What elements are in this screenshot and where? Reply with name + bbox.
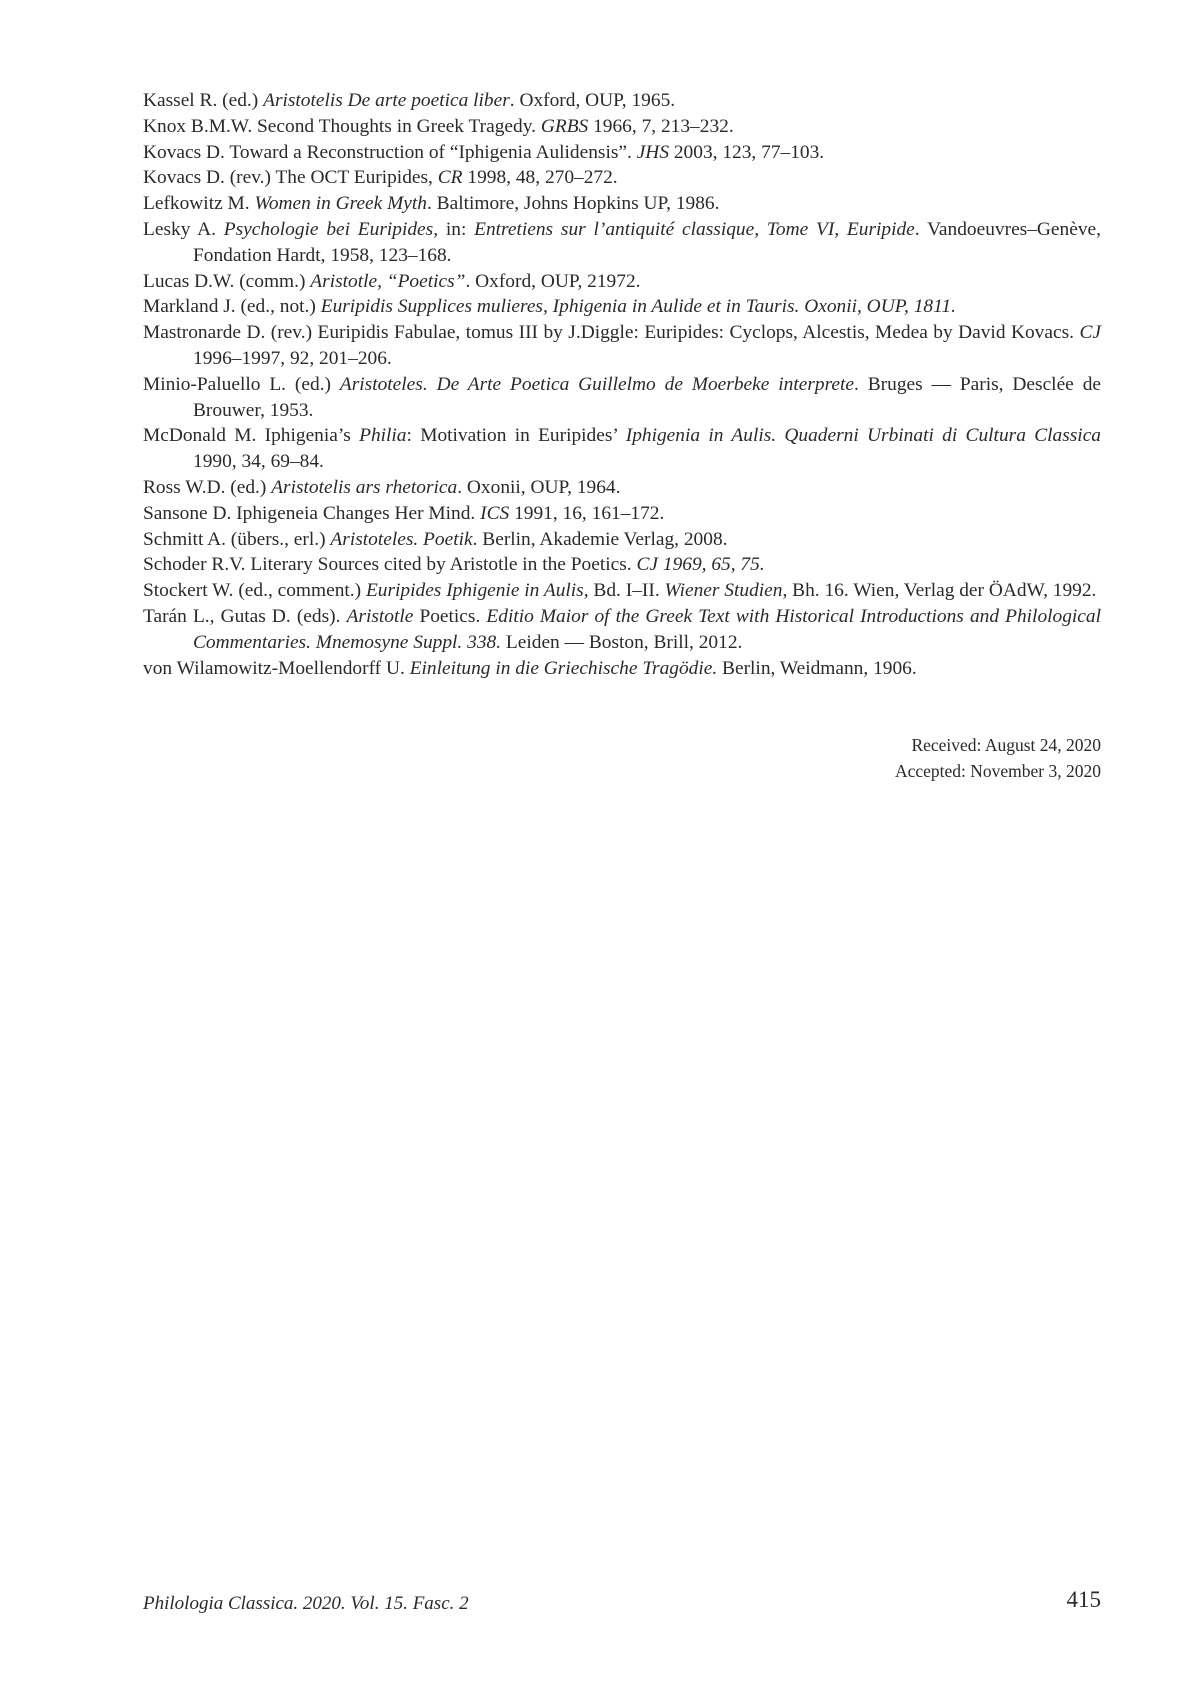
reference-text-segment: Poetics. bbox=[413, 605, 487, 627]
reference-text-segment: . Berlin, Akademie Verlag, 2008. bbox=[472, 528, 728, 550]
reference-text-segment: , Bd. I–II. bbox=[583, 580, 665, 602]
reference-text-segment: Lucas D.W. (comm.) bbox=[143, 270, 311, 292]
reference-italic-segment: Philia bbox=[359, 425, 407, 447]
reference-italic-segment: Euripides Iphigenie in Aulis bbox=[365, 580, 584, 602]
reference-italic-segment: CJ bbox=[1079, 322, 1101, 344]
accepted-date: Accepted: November 3, 2020 bbox=[894, 760, 1101, 781]
reference-italic-segment: ICS bbox=[480, 502, 510, 524]
reference-text-segment: . Baltimore, Johns Hopkins UP, 1986. bbox=[426, 193, 720, 215]
reference-text-segment: , Bh. 16. Wien, Verlag der ÖAdW, 1992. bbox=[782, 580, 1097, 602]
reference-entry bbox=[143, 294, 1101, 320]
reference-text-segment: 1998, 48, 270–272. bbox=[462, 167, 618, 189]
submission-dates bbox=[895, 733, 1101, 784]
reference-entry bbox=[143, 578, 1101, 604]
reference-text-segment: Schoder R.V. Literary Sources cited by Aristotle in the Poetics. bbox=[143, 554, 637, 576]
reference-text-segment: . Vandoeuvres–Genève, Fondation Hardt, 1958, 123–168. bbox=[193, 218, 1101, 266]
reference-italic-segment: CJ 1969, 65, 75. bbox=[636, 554, 765, 576]
reference-entry bbox=[143, 372, 1101, 424]
reference-text-segment: Knox B.M.W. Second Thoughts in Greek Tragedy. bbox=[143, 115, 541, 137]
reference-italic-segment: Aristoteles. De Arte Poetica Guillelmo de Moerbeke interprete bbox=[339, 373, 854, 395]
reference-text-segment: . Bruges — Paris, Desclée de Brouwer, 1953. bbox=[193, 373, 1101, 421]
reference-entry bbox=[143, 165, 1101, 191]
reference-entry bbox=[143, 501, 1101, 527]
reference-text-segment: : Motivation in Euripides’ bbox=[406, 425, 626, 447]
reference-text-segment: . Oxford, OUP, 1965. bbox=[509, 90, 676, 111]
reference-text-segment: McDonald M. Iphigenia’s bbox=[143, 425, 360, 447]
reference-italic-segment: JHS bbox=[636, 141, 670, 163]
reference-entry bbox=[143, 320, 1101, 372]
reference-italic-segment: Aristotelis ars rhetorica bbox=[271, 476, 458, 498]
reference-entry bbox=[143, 269, 1101, 295]
reference-entry bbox=[143, 604, 1101, 656]
reference-entry bbox=[143, 114, 1101, 140]
reference-italic-segment: Einleitung in die Griechische Tragödie. bbox=[409, 657, 718, 679]
reference-text-segment: Kassel R. (ed.) bbox=[143, 90, 264, 111]
reference-italic-segment: Aristotelis De arte poetica liber bbox=[263, 90, 510, 111]
reference-text-segment: von Wilamowitz-Moellendorff U. bbox=[143, 657, 410, 679]
reference-text-segment: Markland J. (ed., not.) bbox=[143, 296, 321, 318]
reference-text-segment: in: bbox=[438, 218, 475, 240]
reference-italic-segment: Aristotle, “Poetics” bbox=[310, 270, 466, 292]
footer-journal-title: Philologia Classica. 2020. Vol. 15. Fasc. 2 bbox=[143, 1593, 469, 1614]
reference-italic-segment: Euripidis Supplices mulieres, Iphigenia in Aulide et in Tauris. Oxonii, OUP, 1811. bbox=[320, 296, 956, 318]
reference-italic-segment: Iphigenia in Aulis. Quaderni Urbinati di Cultura Classica bbox=[625, 425, 1101, 447]
reference-italic-segment: Aristotle bbox=[346, 605, 414, 627]
page-number: 415 bbox=[1066, 1587, 1101, 1612]
reference-text-segment: 1991, 16, 161–172. bbox=[509, 502, 665, 524]
reference-text-segment: 1990, 34, 69–84. bbox=[193, 451, 324, 473]
reference-text-segment: Kovacs D. (rev.) The OCT Euripides, bbox=[143, 167, 438, 189]
reference-entry bbox=[143, 140, 1101, 166]
reference-entry bbox=[143, 527, 1101, 553]
reference-text-segment: 1966, 7, 213–232. bbox=[588, 115, 734, 137]
reference-text-segment: . Oxonii, OUP, 1964. bbox=[457, 476, 621, 498]
reference-text-segment: Minio-Paluello L. (ed.) bbox=[143, 373, 340, 395]
reference-text-segment: Leiden — Boston, Brill, 2012. bbox=[501, 631, 743, 653]
reference-entry bbox=[143, 475, 1101, 501]
reference-italic-segment: Women in Greek Myth bbox=[254, 193, 427, 215]
reference-entry bbox=[143, 423, 1101, 475]
reference-text-segment: . Oxford, OUP, 21972. bbox=[465, 270, 641, 292]
reference-text-segment: 1996–1997, 92, 201–206. bbox=[193, 347, 392, 369]
reference-text-segment: Berlin, Weidmann, 1906. bbox=[717, 657, 917, 679]
reference-entry bbox=[143, 217, 1101, 269]
received-date: Received: August 24, 2020 bbox=[911, 735, 1101, 755]
reference-italic-segment: CR bbox=[437, 167, 463, 189]
reference-text-segment: Stockert W. (ed., comment.) bbox=[143, 580, 366, 602]
reference-text-segment: Lesky A. bbox=[143, 218, 224, 240]
reference-text-segment: Lefkowitz M. bbox=[143, 193, 255, 215]
reference-entry bbox=[143, 88, 1101, 114]
reference-italic-segment: GRBS bbox=[540, 115, 589, 137]
reference-entry bbox=[143, 656, 1101, 682]
reference-italic-segment: Wiener Studien bbox=[664, 580, 783, 602]
reference-text-segment: Tarán L., Gutas D. (eds). bbox=[143, 605, 347, 627]
reference-text-segment: Schmitt A. (übers., erl.) bbox=[143, 528, 331, 550]
reference-entry bbox=[143, 552, 1101, 578]
reference-text-segment: 2003, 123, 77–103. bbox=[669, 141, 825, 163]
reference-text-segment: Mastronarde D. (rev.) Euripidis Fabulae, tomus III by J.Diggle: Euripides: Cyclops, Alcestis, Medea by David Kovacs. bbox=[143, 322, 1080, 344]
reference-italic-segment: Aristoteles. Poetik bbox=[330, 528, 473, 550]
reference-text-segment: Ross W.D. (ed.) bbox=[143, 476, 272, 498]
reference-list bbox=[143, 88, 1101, 681]
reference-italic-segment: Editio Maior of the Greek Text with Historical Introductions and Philological Commentaries. Mnemosyne Suppl. 338. bbox=[193, 605, 1101, 653]
reference-italic-segment: Entretiens sur l’antiquité classique, Tome VI, Euripide bbox=[474, 218, 915, 240]
reference-text-segment: Sansone D. Iphigeneia Changes Her Mind. bbox=[143, 502, 481, 524]
reference-entry bbox=[143, 191, 1101, 217]
reference-italic-segment: Psychologie bei Euripides, bbox=[223, 218, 439, 240]
reference-text-segment: Kovacs D. Toward a Reconstruction of “Iphigenia Aulidensis”. bbox=[143, 141, 637, 163]
